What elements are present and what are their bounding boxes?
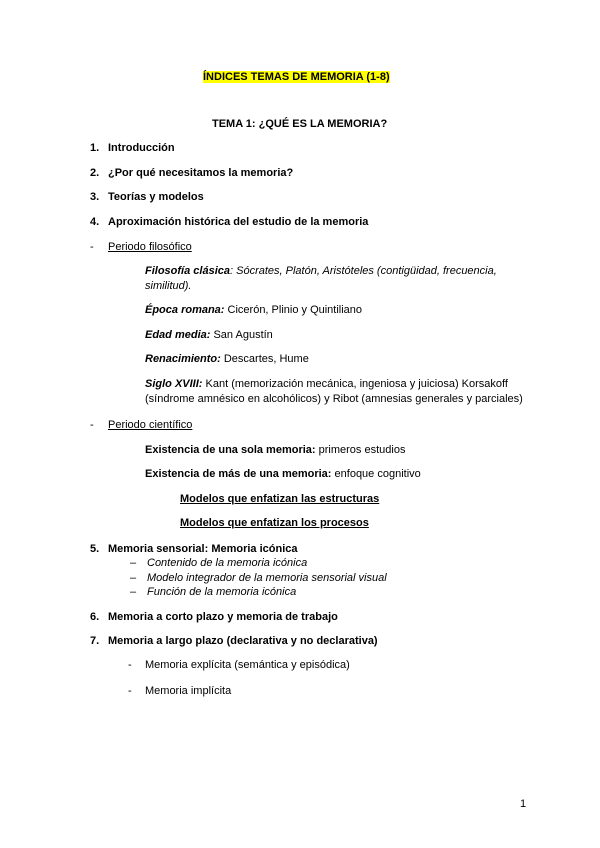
- una-sola-memoria-entry: [145, 443, 405, 458]
- entry-term: Siglo XVIII:: [145, 378, 203, 390]
- section-number: 5.: [90, 543, 100, 555]
- section-label: Memoria a corto plazo y memoria de trabajo: [108, 611, 338, 623]
- entry-description: Kant (memorización mecánica, ingeniosa y juiciosa) Korsakoff (síndrome amnésico en alcohólicos) y Ribot (amnesias generales y parciales): [145, 378, 523, 406]
- modelos-procesos-heading: Modelos que enfatizan los procesos: [180, 517, 369, 529]
- largo-plazo-subitem: Memoria explícita (semántica y episódica): [145, 659, 350, 671]
- entry-description: Sócrates, Platón, Aristóteles (contigüidad, frecuencia, similitud).: [145, 265, 497, 293]
- sensorial-subitem: Modelo integrador de la memoria sensorial visual: [147, 572, 387, 584]
- entry-term: Existencia de una sola memoria:: [145, 444, 316, 456]
- dash-bullet: –: [130, 572, 137, 584]
- entry-term: Existencia de más de una memoria:: [145, 468, 332, 480]
- section-number: 3.: [90, 191, 100, 203]
- entry-separator: :: [229, 265, 237, 277]
- dash-bullet: -: [90, 241, 94, 253]
- dash-bullet: -: [128, 685, 132, 697]
- section-number: 6.: [90, 611, 100, 623]
- tema-title: TEMA 1: ¿QUÉ ES LA MEMORIA?: [212, 118, 388, 130]
- entry-term: Edad media:: [145, 329, 211, 341]
- section-label: Aproximación histórica del estudio de la memoria: [108, 216, 369, 228]
- dash-bullet: -: [128, 659, 132, 671]
- periodo-cientifico-label: Periodo científico: [108, 419, 193, 431]
- section-label: Memoria a largo plazo (declarativa y no declarativa): [108, 635, 378, 647]
- page-number: 1: [520, 798, 527, 810]
- entry-description: Cicerón, Plinio y Quintiliano: [227, 304, 363, 316]
- renacimiento-entry: [145, 352, 309, 367]
- dash-bullet: –: [130, 586, 137, 598]
- dash-bullet: –: [130, 557, 137, 569]
- entry-description: primeros estudios: [318, 444, 406, 456]
- epoca-romana-entry: [145, 303, 362, 318]
- modelos-estructuras-heading: Modelos que enfatizan las estructuras: [180, 493, 380, 505]
- filosofia-clasica-entry: [145, 264, 520, 295]
- section-number: 2.: [90, 167, 100, 179]
- dash-bullet: -: [90, 419, 94, 431]
- section-label: ¿Por qué necesitamos la memoria?: [108, 167, 294, 179]
- largo-plazo-subitem: Memoria implícita: [145, 685, 232, 697]
- section-number: 7.: [90, 635, 100, 647]
- entry-description: enfoque cognitivo: [334, 468, 421, 480]
- section-label: Teorías y modelos: [108, 191, 204, 203]
- sensorial-subitem: Contenido de la memoria icónica: [147, 557, 308, 569]
- periodo-filosofico-label: Periodo filosófico: [108, 241, 192, 253]
- sensorial-subitem: Función de la memoria icónica: [147, 586, 297, 598]
- section-label: Introducción: [108, 142, 175, 154]
- section-number: 1.: [90, 142, 100, 154]
- entry-term: Renacimiento:: [145, 353, 221, 365]
- section-label: Memoria sensorial: Memoria icónica: [108, 543, 298, 555]
- section-number: 4.: [90, 216, 100, 228]
- entry-description: San Agustín: [213, 329, 273, 341]
- entry-description: Descartes, Hume: [223, 353, 309, 365]
- siglo-xviii-entry: [145, 377, 530, 408]
- entry-term: Filosofía clásica: [145, 265, 230, 277]
- mas-de-una-memoria-entry: [145, 467, 421, 482]
- edad-media-entry: [145, 328, 273, 343]
- entry-term: Época romana:: [145, 304, 225, 316]
- document-title: ÍNDICES TEMAS DE MEMORIA (1-8): [203, 71, 390, 83]
